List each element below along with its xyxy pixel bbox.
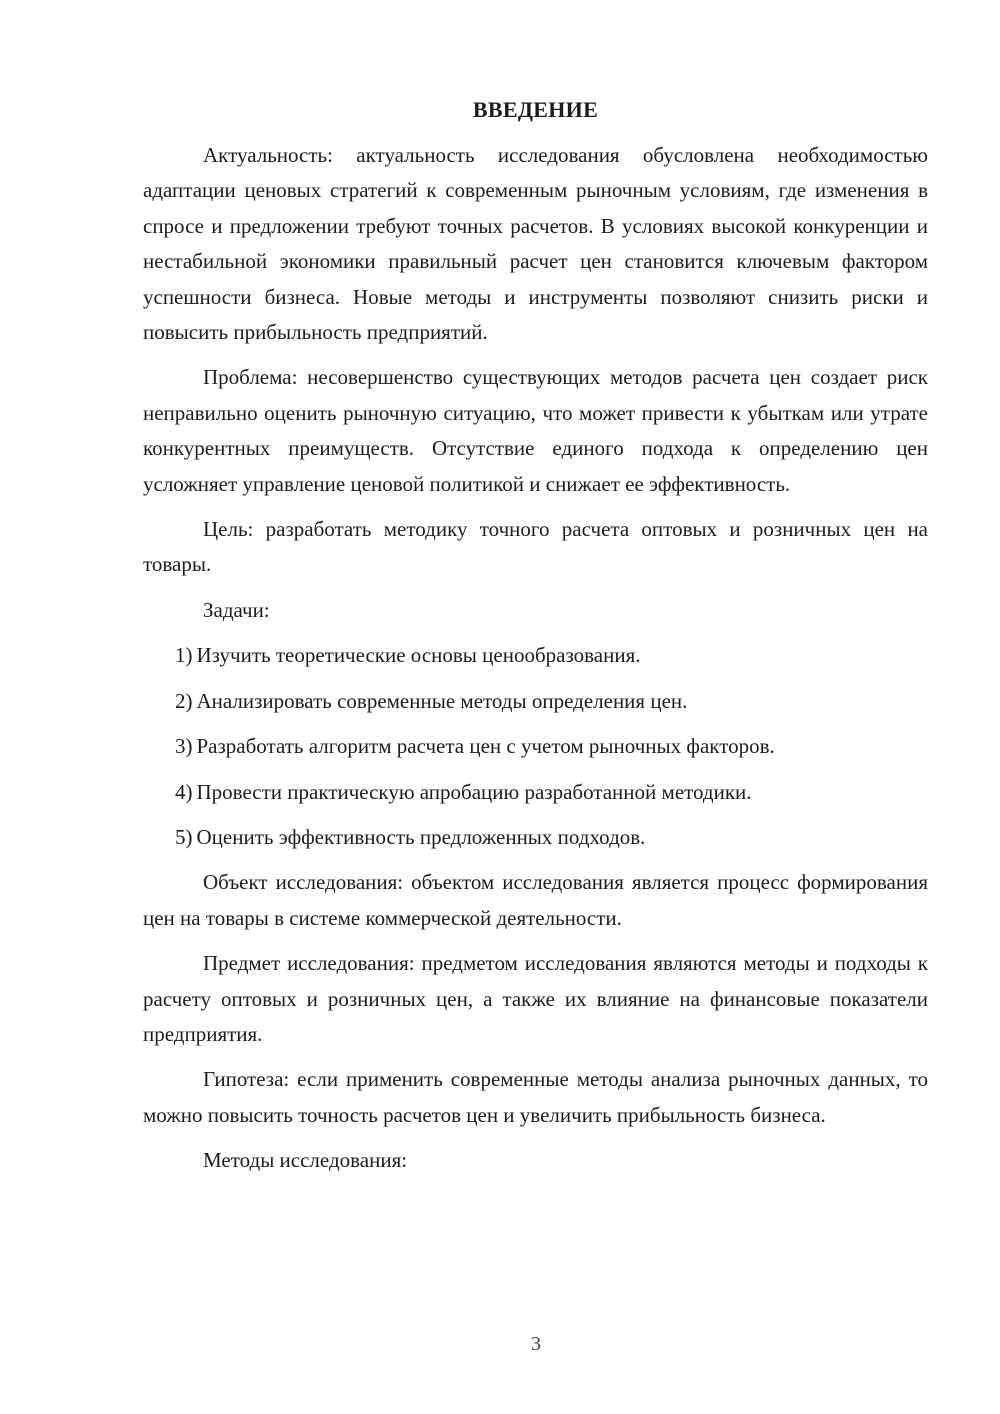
object-paragraph: Объект исследования: объектом исследования является процесс формирования цен на товары в системе коммерческой деятельности. (143, 870, 928, 930)
tasks-list (143, 638, 928, 855)
task-item: 4) Провести практическую апробацию разработанной методики. (175, 779, 752, 804)
subject-paragraph: Предмет исследования: предметом исследования являются методы и подходы к расчету оптовых и розничных цен, а также их влияние на финансовые показатели предприятия. (143, 951, 928, 1046)
task-item: 5) Оценить эффективность предложенных подходов. (175, 824, 646, 849)
task-item: 1) Изучить теоретические основы ценообразования. (175, 643, 641, 668)
task-item: 3) Разработать алгоритм расчета цен с учетом рыночных факторов. (175, 734, 775, 759)
page-footer (0, 1333, 1000, 1356)
task-item: 2) Анализировать современные методы определения цен. (175, 688, 688, 713)
tasks-label: Задачи: (203, 597, 270, 622)
page-number: 3 (531, 1333, 541, 1355)
methods-label: Методы исследования: (203, 1148, 408, 1173)
section-heading: ВВЕДЕНИЕ (472, 97, 599, 122)
hypothesis-paragraph: Гипотеза: если применить современные методы анализа рыночных данных, то можно повысить точность расчетов цен и увеличить прибыльность бизнеса. (143, 1067, 928, 1127)
page-body (143, 92, 928, 1179)
problem-paragraph: Проблема: несовершенство существующих методов расчета цен создает риск неправильно оценить рыночную ситуацию, что может привести к убыткам или утрате конкурентных преимуществ. Отсутствие единого подхода к определению цен усложняет управление ценовой политикой и снижает ее эффективность. (143, 365, 928, 496)
goal-paragraph: Цель: разработать методику точного расчета оптовых и розничных цен на товары. (143, 517, 928, 577)
relevance-paragraph: Актуальность: актуальность исследования обусловлена необходимостью адаптации ценовых стратегий к современным рыночным условиям, где изменения в спросе и предложении требуют точных расчетов. В условиях высокой конкуренции и нестабильной экономики правильный расчет цен становится ключевым фактором успешности бизнеса. Новые методы и инструменты позволяют снизить риски и повысить прибыльность предприятий. (143, 143, 928, 345)
